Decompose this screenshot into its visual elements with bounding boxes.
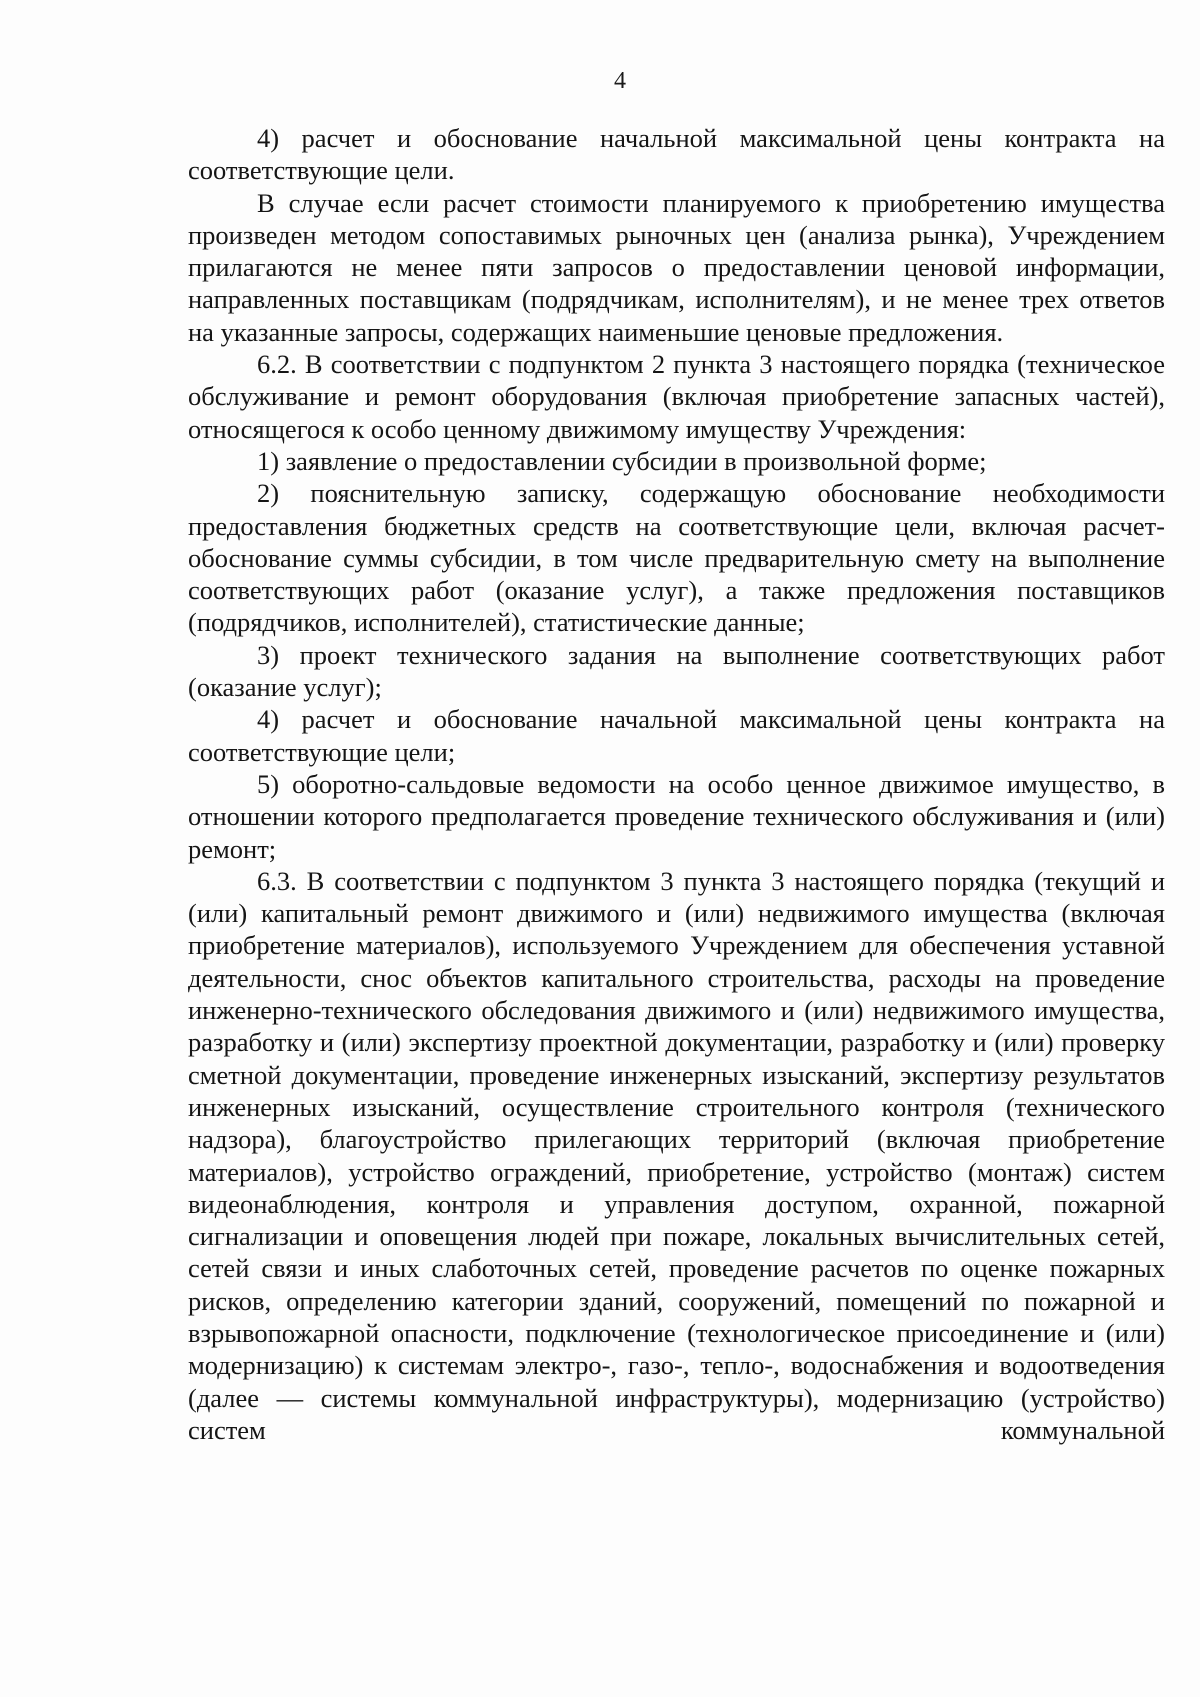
paragraph-6-2: 6.2. В соответствии с подпунктом 2 пункта 3 настоящего порядка (техническое обслуживание и ремонт оборудования (включая приобретение запасных частей), относящегося к особо ценному движимому имуществу Учреждения: [188, 349, 1165, 444]
paragraph-6-2-item-5: 5) оборотно-сальдовые ведомости на особо ценное движимое имущество, в отношении которого предполагается проведение технического обслуживания и (или) ремонт; [188, 768, 1165, 864]
paragraph-6-2-item-1: 1) заявление о предоставлении субсидии в произвольной форме; [257, 445, 987, 476]
document-body [188, 122, 1165, 1446]
page-number: 4 [614, 68, 626, 94]
paragraph-6-2-item-3: 3) проект технического задания на выполнение соответствующих работ (оказание услуг); [188, 639, 1165, 703]
paragraph-6-2-item-4: 4) расчет и обоснование начальной максимальной цены контракта на соответствующие цели; [188, 704, 1165, 767]
paragraph-item-4-calc: 4) расчет и обоснование начальной максимальной цены контракта на соответствующие цели. [188, 123, 1165, 186]
paragraph-6-2-item-2: 2) пояснительную записку, содержащую обоснование необходимости предоставления бюджетных средств на соответствующие цели, включая расчет-обоснование суммы субсидии, в том числе предварительную смету на выполнение соответствующих работ (оказание услуг), а также предложения поставщиков (подрядчиков, исполнителей), статистические данные; [188, 478, 1165, 638]
paragraph-6-3: 6.3. В соответствии с подпунктом 3 пункта 3 настоящего порядка (текущий и (или) капитальный ремонт движимого и (или) недвижимого имущества (включая приобретение материалов), используемого Учреждением для обеспечения уставной деятельности, снос объектов капитального строительства, расходы на проведение инженерно-технического обследования движимого и (или) недвижимого имущества, разработку и (или) экспертизу проектной документации, разработку и (или) проверку сметной документации, проведение инженерных изысканий, экспертизу результатов инженерных изысканий, осуществление строительного контроля (технического надзора), благоустройство прилегающих территорий (включая приобретение материалов), устройство ограждений, приобретение, устройство (монтаж) систем видеонаблюдения, контроля и управления доступом, охранной, пожарной сигнализации и оповещения людей при пожаре, локальных вычислительных сетей, сетей связи и иных слаботочных сетей, проведение расчетов по оценке пожарных рисков, определению категории зданий, сооружений, помещений по пожарной и взрывопожарной опасности, подключение (технологическое присоединение и (или) модернизацию) к системам электро-, газо-, тепло-, водоснабжения и водоотведения (далее — системы коммунальной инфраструктуры), модернизацию (устройство) систем коммунальной [188, 865, 1165, 1445]
paragraph-market-analysis: В случае если расчет стоимости планируемого к приобретению имущества произведен методом сопоставимых рыночных цен (анализа рынка), Учреждением прилагаются не менее пяти запросов о предоставлении ценовой информации, направленных поставщикам (подрядчикам, исполнителям), и не менее трех ответов на указанные запросы, содержащих наименьшие ценовые предложения. [188, 187, 1165, 347]
